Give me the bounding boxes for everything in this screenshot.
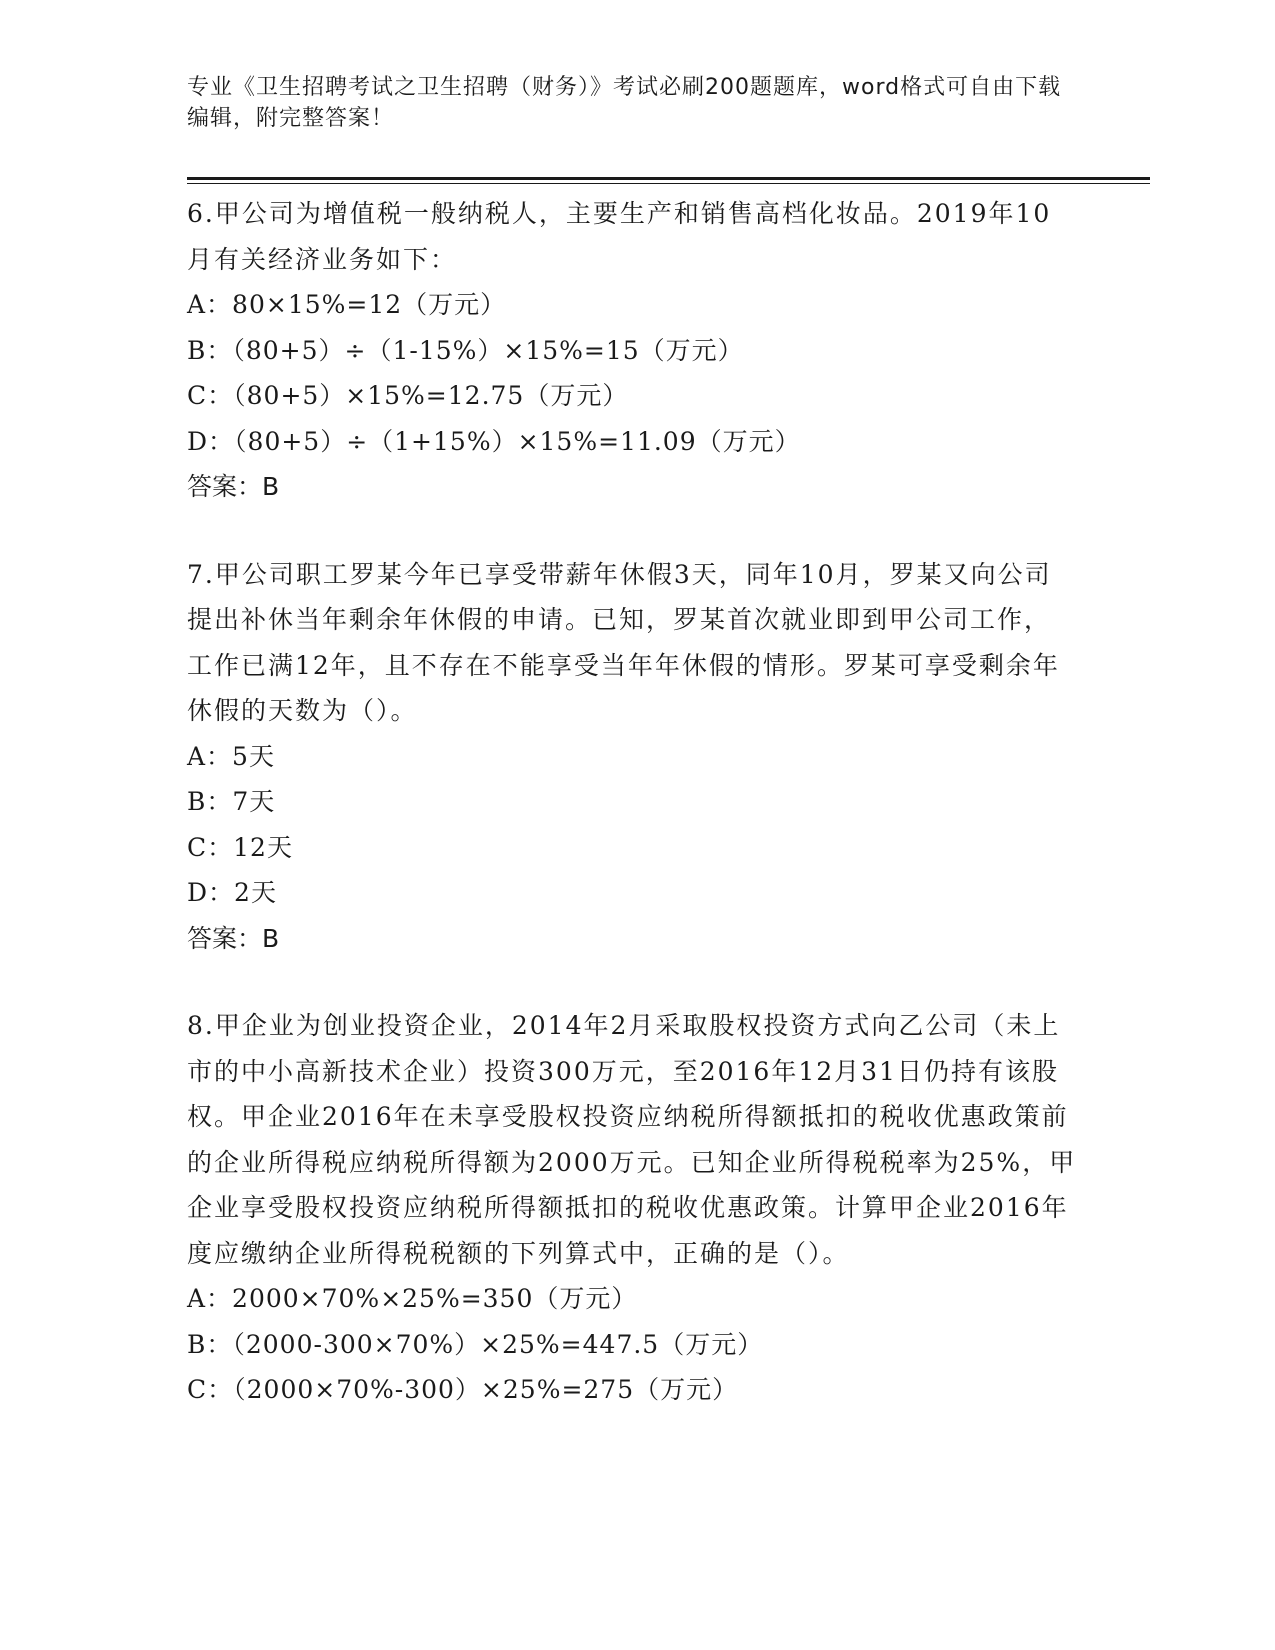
answer: 答案：B — [187, 472, 280, 501]
option-a: A：80×15%=12（万元） — [187, 290, 507, 319]
option-d: D：（80+5）÷（1+15%）×15%=11.09（万元） — [187, 426, 801, 456]
option-c: C：（2000×70%-300）×25%=275（万元） — [187, 1375, 739, 1404]
option-a: A：5天 — [187, 741, 275, 771]
page-header: 专业《卫生招聘考试之卫生招聘（财务）》考试必刷200题题库，word格式可自由下载编辑，附完整答案！ — [187, 75, 1062, 131]
option-a: A：2000×70%×25%=350（万元） — [187, 1284, 638, 1313]
option-b: B：（80+5）÷（1-15%）×15%=15（万元） — [187, 335, 744, 365]
option-d: D：2天 — [187, 878, 277, 907]
answer: 答案：B — [187, 923, 280, 953]
question-8 — [187, 1003, 1077, 1413]
option-b: B：（2000-300×70%）×25%=447.5（万元） — [187, 1329, 764, 1359]
header-divider-thin — [187, 183, 1150, 184]
header-divider — [187, 177, 1150, 180]
question-7 — [187, 552, 1077, 962]
option-b: B：7天 — [187, 787, 276, 816]
question-list — [187, 191, 1077, 1455]
question-stem: 8.甲企业为创业投资企业，2014年2月采取股权投资方式向乙公司（未上市的中小高新技术企业）投资300万元，至2016年12月31日仍持有该股权。甲企业2016年在未享受股权投资应纳税所得额抵扣的税收优惠政策前的企业所得税应纳税所得额为2000万元。已知企业所得税税率为25%，甲企业享受股权投资应纳税所得额抵扣的税收优惠政策。计算甲企业2016年度应缴纳企业所得税税额的下列算式中，正确的是（）。 — [187, 1011, 1077, 1268]
question-6 — [187, 191, 1077, 510]
option-c: C：12天 — [187, 832, 293, 862]
option-c: C：（80+5）×15%=12.75（万元） — [187, 381, 629, 410]
question-stem: 6.甲公司为增值税一般纳税人，主要生产和销售高档化妆品。2019年10月有关经济业务如下： — [187, 199, 1052, 274]
question-stem: 7.甲公司职工罗某今年已享受带薪年休假3天，同年10月，罗某又向公司提出补休当年剩余年休假的申请。已知，罗某首次就业即到甲公司工作，工作已满12年，且不存在不能享受当年年休假的情形。罗某可享受剩余年休假的天数为（）。 — [187, 559, 1060, 725]
